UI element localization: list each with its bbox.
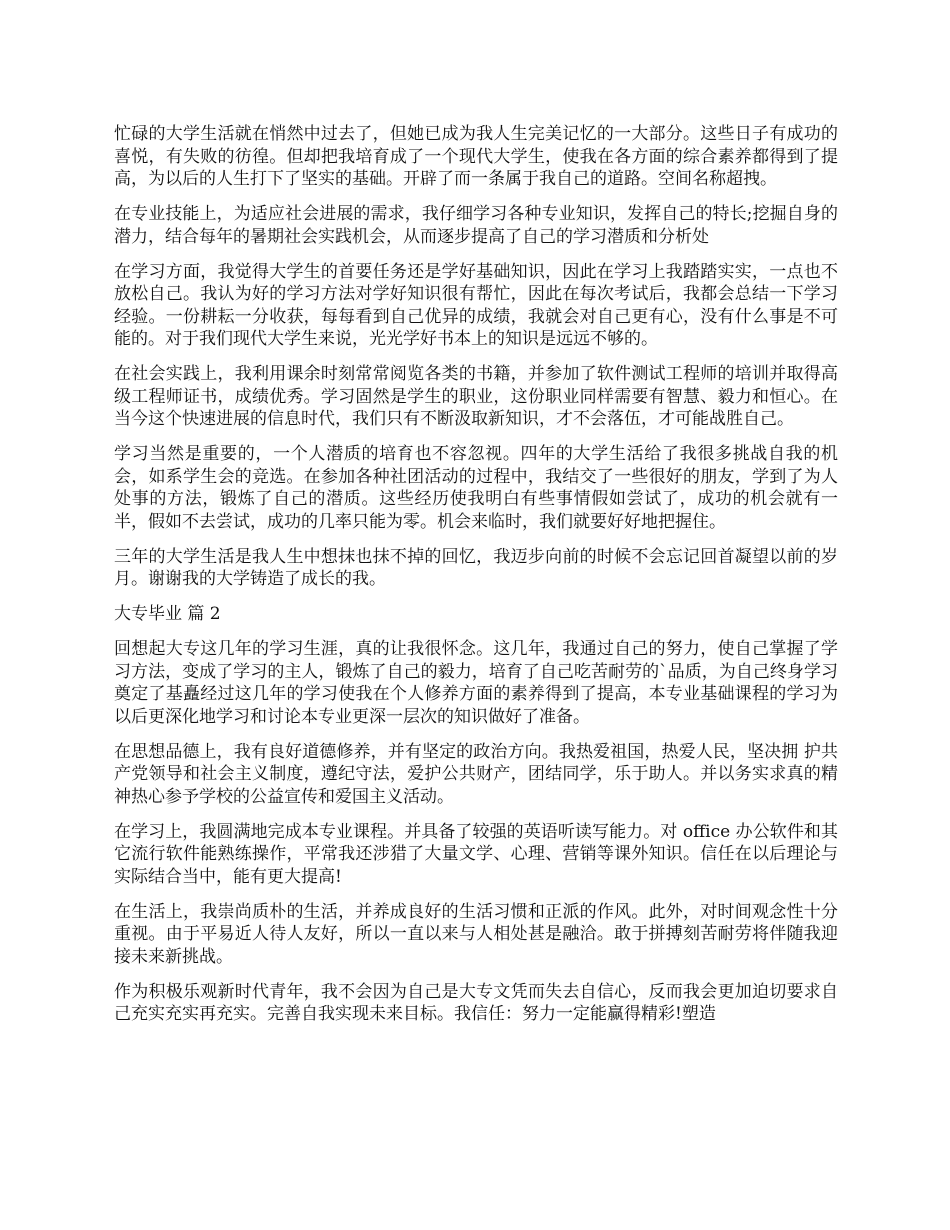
paragraph: 在生活上，我崇尚质朴的生活，并养成良好的生活习惯和正派的作风。此外，对时间观念性十分重视。由于平易近人待人友好，所以一直以来与人相处甚是融洽。敢于拼搏刻苦耐劳将伴随我迎接未来新挑战。 bbox=[114, 901, 838, 967]
paragraph: 在学习方面，我觉得大学生的首要任务还是学好基础知识，因此在学习上我踏踏实实，一点也不放松自己。我认为好的学习方法对学好知识很有帮忙，因此在每次考试后，我都会总结一下学习经验。一份耕耘一分收获，每每看到自己优异的成绩，我就会对自己更有心，没有什么事是不可能的。对于我们现代大学生来说，光光学好书本上的知识是远远不够的。 bbox=[114, 261, 838, 349]
paragraph: 在思想品德上，我有良好道德修养，并有坚定的政治方向。我热爱祖国，热爱人民，坚决拥 护共产党领导和社会主义制度，遵纪守法，爱护公共财产，团结同学，乐于助人。并以务实求真的精神热心参予学校的公益宣传和爱国主义活动。 bbox=[114, 741, 838, 807]
paragraph: 三年的大学生活是我人生中想抹也抹不掉的回忆，我迈步向前的时候不会忘记回首凝望以前的岁月。谢谢我的大学铸造了成长的我。 bbox=[114, 546, 838, 589]
section-heading: 大专毕业 篇 2 bbox=[114, 604, 221, 624]
paragraph: 忙碌的大学生活就在悄然中过去了，但她已成为我人生完美记忆的一大部分。这些日子有成功的喜悦，有失败的彷徨。但却把我培育成了一个现代大学生，使我在各方面的综合素养都得到了提高，为以后的人生打下了坚实的基础。开辟了而一条属于我自己的道路。空间名称超拽。 bbox=[114, 124, 838, 189]
paragraph: 回想起大专这几年的学习生涯，真的让我很怀念。这几年，我通过自己的努力，使自己掌握了学习方法，变成了学习的主人，锻炼了自己的毅力，培育了自己吃苦耐劳的`品质，为自己终身学习奠定了基矗经过这几年的学习使我在个人修养方面的素养得到了提高，本专业基础课程的学习为以后更深化地学习和讨论本专业更深一层次的知识做好了准备。 bbox=[114, 639, 838, 727]
paragraph: 在社会实践上，我利用课余时刻常常阅览各类的书籍，并参加了软件测试工程师的培训并取得高级工程师证书，成绩优秀。学习固然是学生的职业，这份职业同样需要有智慧、毅力和恒心。在当今这个快速进展的信息时代，我们只有不断汲取新知识，才不会落伍，才可能战胜自己。 bbox=[114, 364, 838, 429]
paragraph: 学习当然是重要的，一个人潜质的培育也不容忽视。四年的大学生活给了我很多挑战自我的机会，如系学生会的竞选。在参加各种社团活动的过程中，我结交了一些很好的朋友，学到了为人处事的方法，锻炼了自己的潜质。这些经历使我明白有些事情假如尝试了，成功的机会就有一半，假如不去尝试，成功的几率只能为零。机会来临时，我们就要好好地把握住。 bbox=[114, 444, 838, 532]
document-body bbox=[114, 123, 838, 1038]
paragraph: 在学习上，我圆满地完成本专业课程。并具备了较强的英语听读写能力。对 office 办公软件和其它流行软件能熟练操作，平常我还涉猎了大量文学、心理、营销等课外知识。信任在以后理论与实际结合当中，能有更大提高! bbox=[114, 821, 838, 887]
paragraph: 在专业技能上，为适应社会进展的需求，我仔细学习各种专业知识，发挥自己的特长;挖掘自身的潜力，结合每年的暑期社会实践机会，从而逐步提高了自己的学习潜质和分析处 bbox=[114, 204, 838, 247]
paragraph: 作为积极乐观新时代青年，我不会因为自己是大专文凭而失去自信心，反而我会更加迫切要求自己充实充实再充实。完善自我实现未来目标。我信任：努力一定能赢得精彩!塑造 bbox=[114, 981, 838, 1024]
